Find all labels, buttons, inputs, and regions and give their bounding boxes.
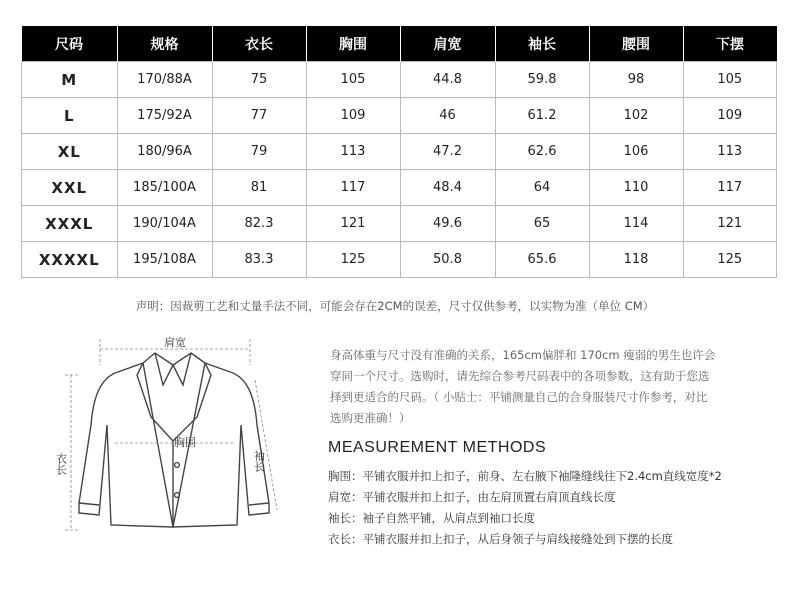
table-cell: 190/104A — [117, 206, 212, 242]
header-hem: 下摆 — [683, 26, 777, 62]
table-cell: 44.8 — [400, 62, 495, 98]
table-cell: 175/92A — [117, 98, 212, 134]
header-waist: 腰围 — [589, 26, 683, 62]
table-cell: 121 — [683, 206, 777, 242]
table-cell: 113 — [306, 134, 400, 170]
table-cell: XL — [22, 134, 118, 170]
description-line: 穿同一个尺寸。选购时，请先综合参考尺码表中的各项参数，这有助于您选 — [330, 369, 710, 383]
table-cell: 113 — [683, 134, 777, 170]
measurement-methods — [328, 466, 768, 550]
table-cell: 49.6 — [400, 206, 495, 242]
measurement-line: 肩宽：平铺衣服并扣上扣子，由左肩顶置右肩顶直线长度 — [328, 490, 616, 504]
table-cell: 105 — [306, 62, 400, 98]
size-table — [21, 26, 777, 278]
table-cell: 118 — [589, 242, 683, 278]
table-cell: XXL — [22, 170, 118, 206]
table-cell: 50.8 — [400, 242, 495, 278]
fit-description — [330, 345, 730, 429]
description-line: 择到更适合的尺码。（ 小贴士：平铺测量自己的合身服装尺寸作参考，对比 — [330, 390, 708, 404]
table-cell: 77 — [212, 98, 306, 134]
table-cell: 170/88A — [117, 62, 212, 98]
measurement-line: 袖长：袖子自然平铺，从肩点到袖口长度 — [328, 511, 535, 525]
table-cell: 114 — [589, 206, 683, 242]
table-cell: 83.3 — [212, 242, 306, 278]
table-cell: XXXXL — [22, 242, 118, 278]
table-row — [22, 134, 777, 170]
measurement-line: 胸围：平铺衣服并扣上扣子，前身、左右腋下袖隆缝线往下2.4cm直线宽度*2 — [328, 469, 722, 483]
chest-label: 胸围 — [174, 436, 196, 449]
header-shoulder: 肩宽 — [400, 26, 495, 62]
table-cell: 105 — [683, 62, 777, 98]
table-cell: 106 — [589, 134, 683, 170]
table-cell: 59.8 — [495, 62, 589, 98]
table-cell: XXXL — [22, 206, 118, 242]
header-size: 尺码 — [22, 26, 118, 62]
table-cell: 79 — [212, 134, 306, 170]
table-cell: 109 — [306, 98, 400, 134]
measurement-title: MEASUREMENT METHODS — [328, 439, 547, 456]
table-cell: 61.2 — [495, 98, 589, 134]
table-row — [22, 206, 777, 242]
table-cell: 47.2 — [400, 134, 495, 170]
table-cell: 180/96A — [117, 134, 212, 170]
table-cell: 65.6 — [495, 242, 589, 278]
table-cell: 102 — [589, 98, 683, 134]
table-cell: 125 — [683, 242, 777, 278]
table-cell: 62.6 — [495, 134, 589, 170]
length-label: 衣长 — [55, 453, 68, 475]
table-cell: 82.3 — [212, 206, 306, 242]
table-cell: 185/100A — [117, 170, 212, 206]
table-cell: 117 — [683, 170, 777, 206]
jacket-diagram — [55, 325, 295, 590]
table-cell: 81 — [212, 170, 306, 206]
table-row — [22, 242, 777, 278]
table-row — [22, 98, 777, 134]
table-cell: 110 — [589, 170, 683, 206]
size-table-header-row — [22, 26, 777, 62]
table-row — [22, 62, 777, 98]
sleeve-label: 袖长 — [252, 450, 266, 472]
table-cell: M — [22, 62, 118, 98]
table-cell: 75 — [212, 62, 306, 98]
disclaimer: 声明：因裁剪工艺和丈量手法不同，可能会存在2CM的误差，尺寸仅供参考，以实物为准（单位 CM） — [135, 299, 655, 313]
table-cell: 117 — [306, 170, 400, 206]
table-cell: 195/108A — [117, 242, 212, 278]
table-cell: 65 — [495, 206, 589, 242]
table-row — [22, 170, 777, 206]
header-chest: 胸围 — [306, 26, 400, 62]
measurement-line: 衣长：平铺衣服并扣上扣子，从后身领子与肩线接缝处到下摆的长度 — [328, 532, 673, 546]
header-spec: 规格 — [117, 26, 212, 62]
table-cell: 98 — [589, 62, 683, 98]
table-cell: 125 — [306, 242, 400, 278]
description-line: 选购更准确！） — [330, 411, 411, 425]
shoulder-label: 肩宽 — [164, 336, 186, 349]
table-cell: 48.4 — [400, 170, 495, 206]
table-cell: 109 — [683, 98, 777, 134]
table-cell: 46 — [400, 98, 495, 134]
header-sleeve: 袖长 — [495, 26, 589, 62]
table-cell: 64 — [495, 170, 589, 206]
description-line: 身高体重与尺寸没有准确的关系，165cm偏胖和 170cm 瘦弱的男生也许会 — [330, 348, 716, 362]
table-cell: 121 — [306, 206, 400, 242]
table-cell: L — [22, 98, 118, 134]
header-length: 衣长 — [212, 26, 306, 62]
